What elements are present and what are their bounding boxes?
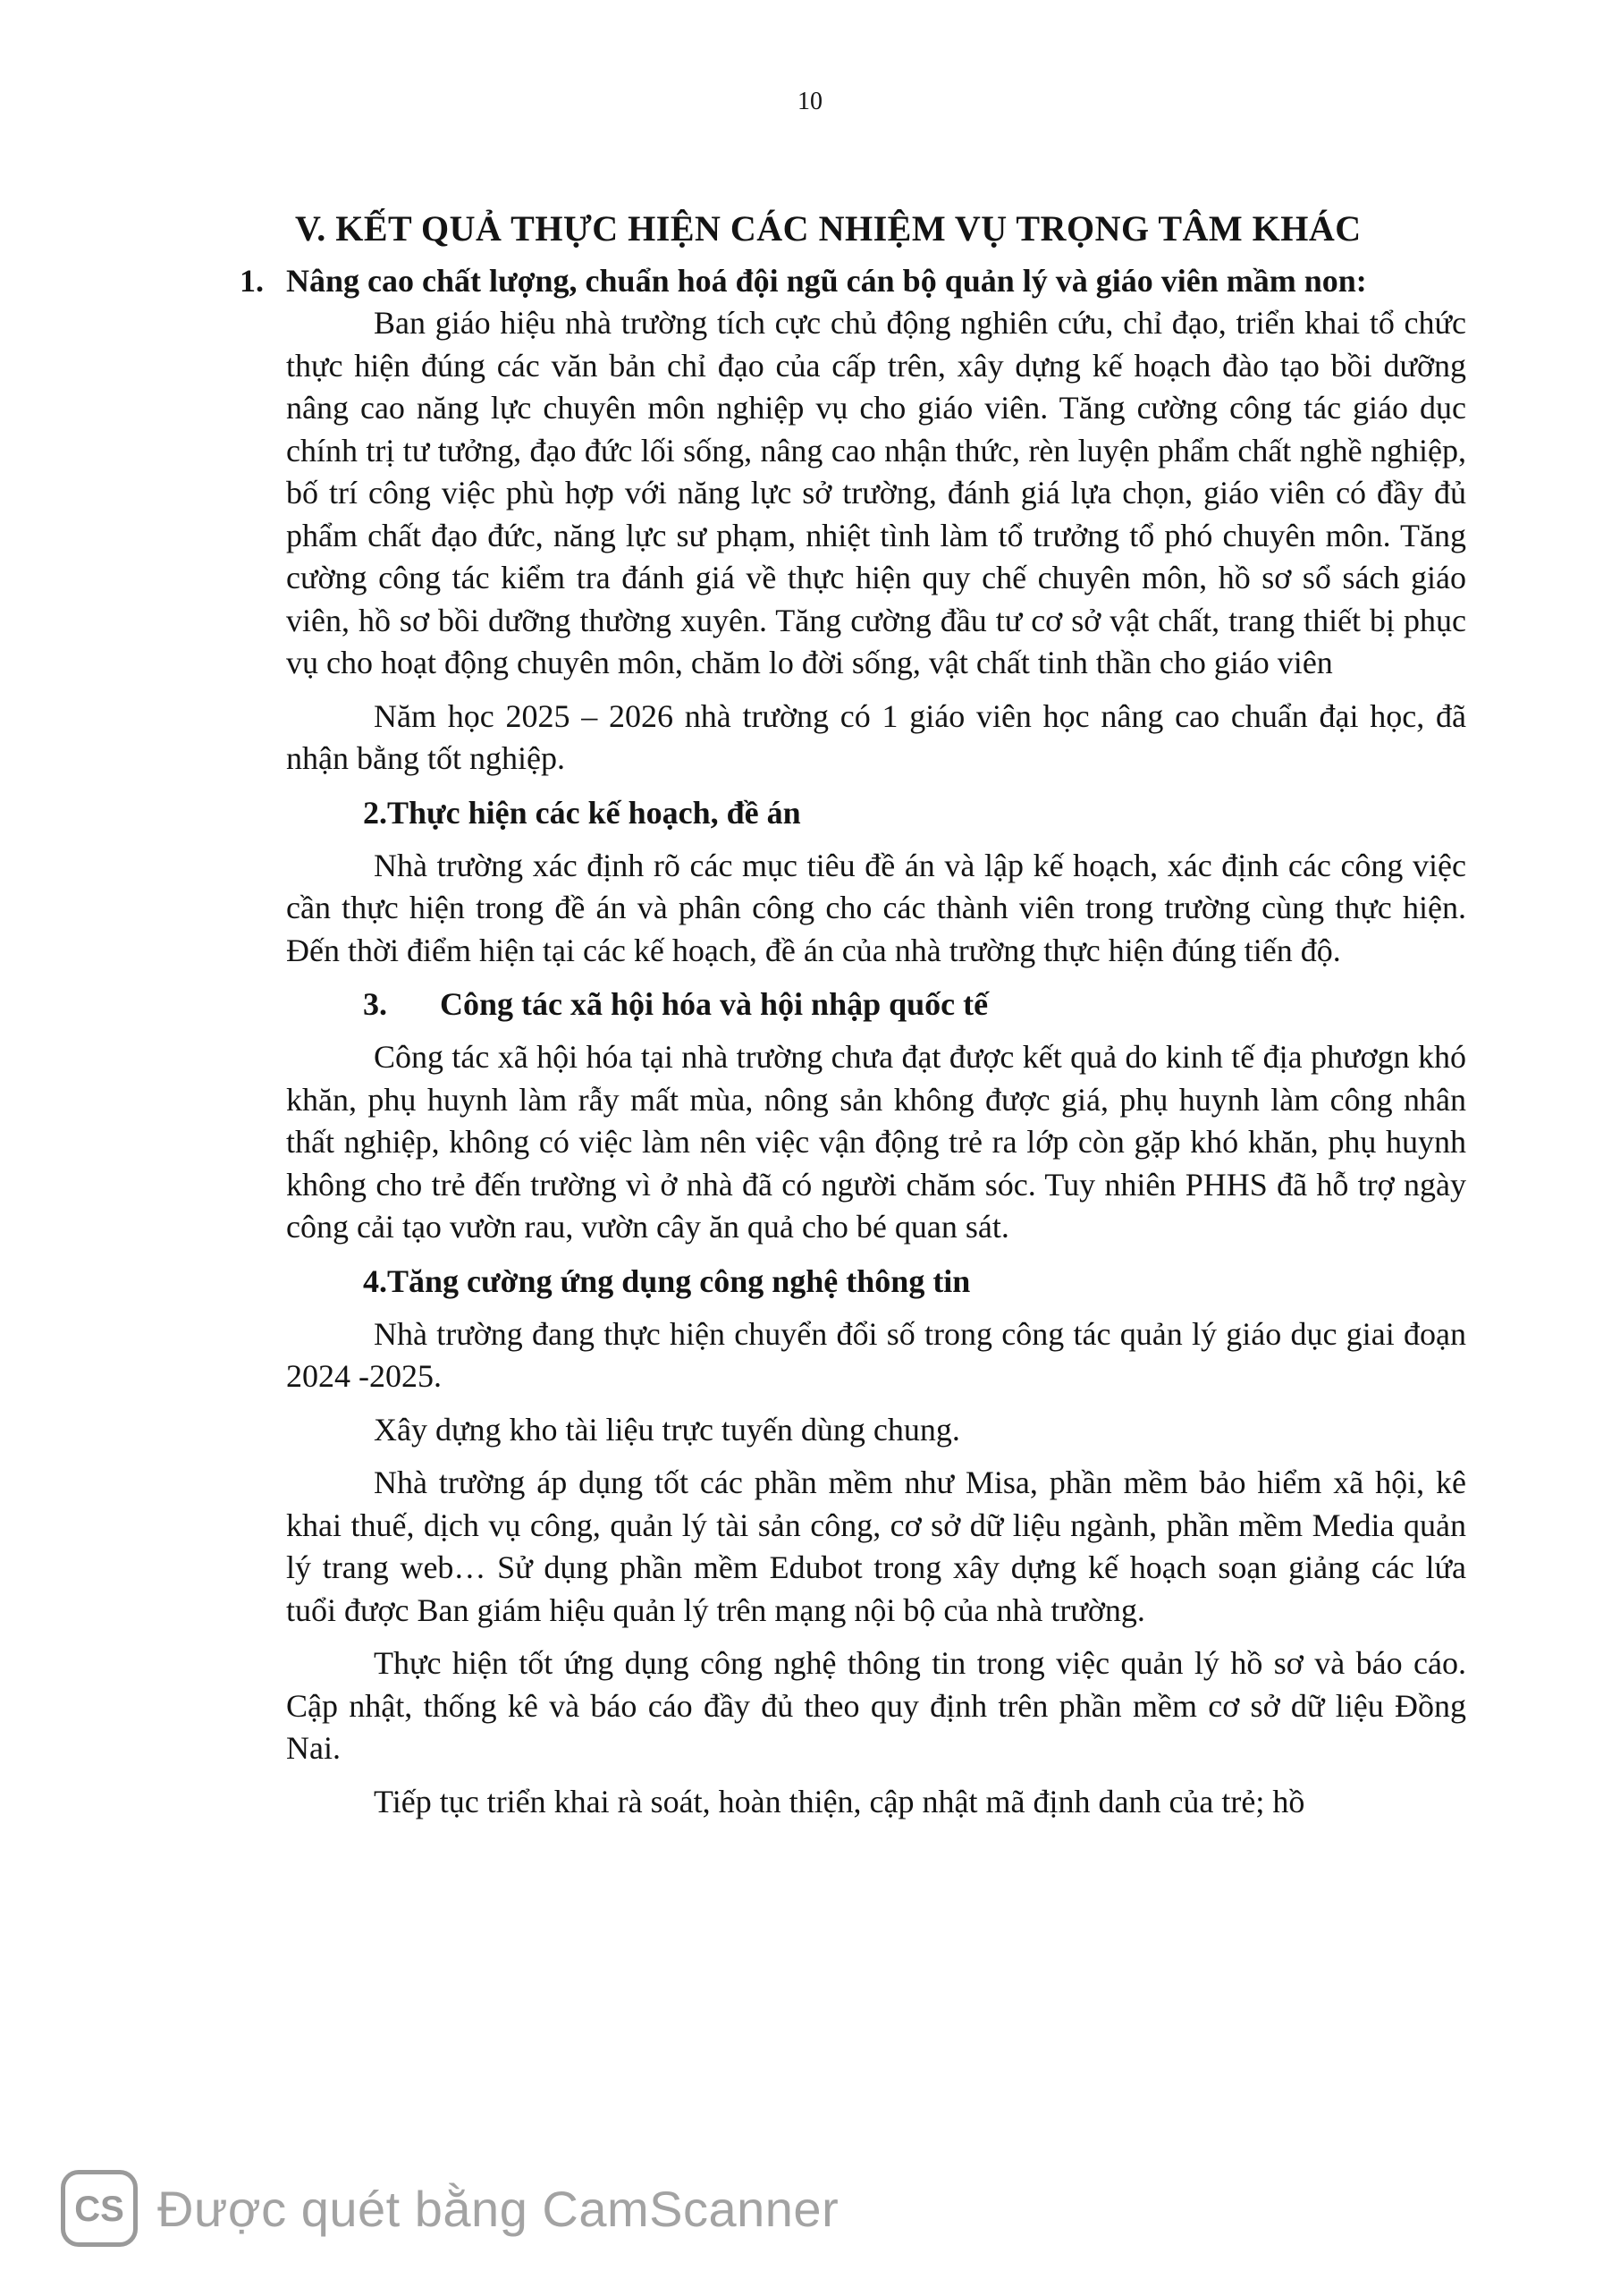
camscanner-logo-icon [61, 2170, 138, 2247]
cs-logo-glyph [71, 2189, 128, 2228]
page-number: 10 [797, 88, 823, 115]
heading-1 [240, 259, 1466, 302]
heading-1-number: 1. [240, 263, 264, 299]
paragraph: Tiếp tục triển khai rà soát, hoàn thiện, cập nhật mã định danh của trẻ; hồ [374, 1783, 1305, 1819]
document-body [240, 206, 1466, 1834]
heading-3 [286, 983, 1466, 1026]
paragraph: Ban giáo hiệu nhà trường tích cực chủ động nghiên cứu, chỉ đạo, triển khai tổ chức thực hiện đúng các văn bản chỉ đạo của cấp trên, xây dựng kế hoạch đào tạo bồi dưỡng nâng cao năng lực chuyên môn nghiệp vụ cho giáo viên. Tăng cường công tác giáo dục chính trị tư tưởng, đạo đức lối sống, nâng cao nhận thức, rèn luyện phẩm chất nghề nghiệp, bố trí công việc phù hợp với năng lực sở trường, đánh giá lựa chọn, giáo viên có đầy đủ phẩm chất đạo đức, năng lực sư phạm, nhiệt tình làm tổ trưởng tổ phó chuyên môn. Tăng cường công tác kiểm tra đánh giá về thực hiện quy chế chuyên môn, hồ sơ sổ sách giáo viên, hồ sơ bồi dưỡng thường xuyên. Tăng cường đầu tư cơ sở vật chất, trang thiết bị phục vụ cho hoạt động chuyên môn, chăm lo đời sống, vật chất tinh thần cho giáo viên [286, 305, 1466, 680]
camscanner-watermark [61, 2164, 839, 2253]
section-title: V. KẾT QUẢ THỰC HIỆN CÁC NHIỆM VỤ TRỌNG TÂM KHÁC [295, 208, 1362, 249]
watermark-text: Được quét bằng CamScanner [157, 2180, 840, 2237]
cs-logo-text: CS [74, 2190, 124, 2228]
heading-2: 2.Thực hiện các kế hoạch, đề án [363, 794, 801, 831]
paragraph: Nhà trường xác định rõ các mục tiêu đề án và lập kế hoạch, xác định các công việc cần thực hiện trong đề án và phân công cho các thành viên trong trường cùng thực hiện. Đến thời điểm hiện tại các kế hoạch, đề án của nhà trường thực hiện đúng tiến độ. [286, 847, 1466, 968]
paragraph: Công tác xã hội hóa tại nhà trường chưa đạt được kết quả do kinh tế địa phươgn khó khăn, phụ huynh làm rẫy mất mùa, nông sản không được giá, phụ huynh làm công nhân thất nghiệp, không có việc làm nên việc vận động trẻ ra lớp còn gặp khó khăn, phụ huynh không cho trẻ đến trường vì ở nhà đã có người chăm sóc. Tuy nhiên PHHS đã hỗ trợ ngày công cải tạo vườn rau, vườn cây ăn quả cho bé quan sát. [286, 1039, 1466, 1245]
paragraph: Năm học 2025 – 2026 nhà trường có 1 giáo viên học nâng cao chuẩn đại học, đã nhận bằng tốt nghiệp. [286, 697, 1466, 776]
paragraph: Xây dựng kho tài liệu trực tuyến dùng chung. [374, 1411, 960, 1448]
paragraph: Nhà trường đang thực hiện chuyển đổi số trong công tác quản lý giáo dục giai đoạn 2024 -2025. [286, 1315, 1466, 1394]
heading-1-text: Nâng cao chất lượng, chuẩn hoá đội ngũ cán bộ quản lý và giáo viên mầm non: [286, 263, 1367, 299]
paragraph: Nhà trường áp dụng tốt các phần mềm như Misa, phần mềm bảo hiểm xã hội, kê khai thuế, dịch vụ công, quản lý tài sản công, cơ sở dữ liệu ngành, phần mềm Media quản lý trang web… Sử dụng phần mềm Edubot trong xây dựng kế hoạch soạn giảng các lứa tuổi được Ban giám hiệu quản lý trên mạng nội bộ của nhà trường. [286, 1465, 1466, 1628]
paragraph: Thực hiện tốt ứng dụng công nghệ thông tin trong việc quản lý hồ sơ và báo cáo. Cập nhật, thống kê và báo cáo đầy đủ theo quy định trên phần mềm cơ sở dữ liệu Đồng Nai. [286, 1645, 1466, 1766]
heading-3-text: Công tác xã hội hóa và hội nhập quốc tế [440, 986, 989, 1022]
heading-3-number: 3. [363, 986, 387, 1022]
section-body [240, 302, 1466, 1823]
heading-4: 4.Tăng cường ứng dụng công nghệ thông tin [363, 1262, 971, 1299]
